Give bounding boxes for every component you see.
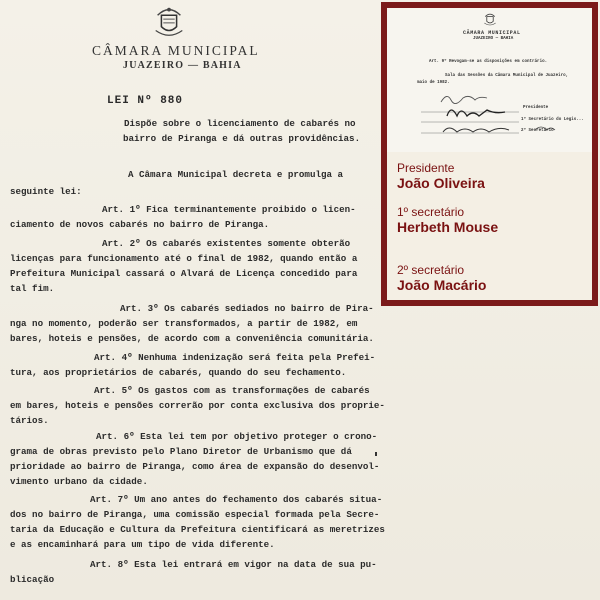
law-summary <box>124 116 360 146</box>
text-line: A Câmara Municipal decreta e promulga a <box>128 169 344 180</box>
text-line: bares, hoteis e pensões, de acordo com a conveniência comunitária. <box>10 333 374 344</box>
text-line: nga no momento, poderão ser transformados, a partir de 1982, em <box>10 318 358 329</box>
article-7 <box>10 492 385 552</box>
inset-sig-role: 1º Secretário do Legis... <box>521 118 584 122</box>
header-city: JUAZEIRO — BAHIA <box>123 60 242 71</box>
inset-date-line: maio de 1982. <box>417 81 450 85</box>
text-line: grama de obras previsto pelo Plano Diretor de Urbanismo que dá <box>10 446 352 457</box>
text-line: Dispõe sobre o licenciamento de cabarés no <box>124 118 356 129</box>
text-line: tal fim. <box>10 283 55 294</box>
text-line: blicação <box>10 574 55 585</box>
text-line: Art. 5º Os gastos com as transformações de cabarés <box>94 385 370 396</box>
inset-date-line: Sala das Sessões da Câmara Municipal de Juazeiro, <box>445 74 569 78</box>
text-line: ciamento de novos cabarés no bairro de Piranga. <box>10 219 270 230</box>
law-preamble <box>10 167 343 199</box>
inset-sig-role: Presidente <box>523 106 549 110</box>
ink-mark <box>375 452 377 456</box>
signatory-role: 2º secretário <box>397 263 465 277</box>
article-4 <box>10 350 375 380</box>
text-line: dos no bairro de Piranga, uma comissão especial formada pela Secre- <box>10 509 380 520</box>
inset-article-9: Art. 9º Revogam-se as disposições em contrário. <box>429 60 548 64</box>
article-8 <box>10 557 377 587</box>
text-line: em bares, hoteis e pensões correrão por conta exclusiva dos proprie- <box>10 400 385 411</box>
signatory-name: João Oliveira <box>397 175 485 191</box>
article-2 <box>10 236 357 296</box>
text-line: vimento urbano da cidade. <box>10 476 148 487</box>
text-line: Art. 2º Os cabarés existentes somente obterão <box>102 238 351 249</box>
text-line: Art. 4º Nenhuma indenização será feita pela Prefei- <box>94 352 376 363</box>
text-line: Prefeitura Municipal cassará o Alvará de Licença concedido para <box>10 268 358 279</box>
handwritten-signatures <box>417 86 557 146</box>
law-number: LEI Nº 880 <box>107 95 184 107</box>
text-line: tura, aos proprietários de cabarés, quando do seu fechamento. <box>10 367 347 378</box>
signatory-role: Presidente <box>397 161 455 175</box>
signatory-name: João Macário <box>397 277 487 293</box>
header-organization: CÂMARA MUNICIPAL <box>92 43 260 58</box>
text-line: taria da Educação e Cultura da Prefeitura cientificará as meretrizes <box>10 524 385 535</box>
signatory-role: 1º secretário <box>397 205 465 219</box>
text-line: bairro de Piranga e dá outras providências. <box>123 133 361 144</box>
signatory-name: Herbeth Mouse <box>397 219 499 235</box>
signatory-labels <box>387 152 592 300</box>
text-line: e as encaminhará para um tipo de vida diferente. <box>10 539 275 550</box>
coat-of-arms-icon <box>482 11 498 27</box>
text-line: Art. 3º Os cabarés sediados no bairro de Pira- <box>120 303 374 314</box>
text-line: Art. 6º Esta lei tem por objetivo proteger o crono- <box>96 431 378 442</box>
article-1 <box>10 202 356 232</box>
coat-of-arms-icon <box>150 2 188 40</box>
inset-org: CÂMARA MUNICIPAL <box>463 30 521 36</box>
text-line: Art. 8º Esta lei entrará em vigor na data de sua pu- <box>90 559 377 570</box>
inset-city: JUAZEIRO — BAHIA <box>473 37 514 41</box>
article-5 <box>10 383 385 428</box>
signature-inset-document <box>387 8 592 152</box>
article-3 <box>10 301 374 346</box>
text-line: licenças para funcionamento até o final de 1982, quando então a <box>10 253 358 264</box>
text-line: tários. <box>10 415 49 426</box>
article-6 <box>10 429 379 489</box>
text-line: Art. 7º Um ano antes do fechamento dos cabarés situa- <box>90 494 383 505</box>
text-line: Art. 1º Fica terminantemente proibido o licen- <box>102 204 356 215</box>
text-line: prioridade ao bairro de Piranga, como área de expansão do desenvol- <box>10 461 380 472</box>
inset-sig-role: 2º Secretário <box>521 129 554 133</box>
text-line: seguinte lei: <box>10 186 82 197</box>
